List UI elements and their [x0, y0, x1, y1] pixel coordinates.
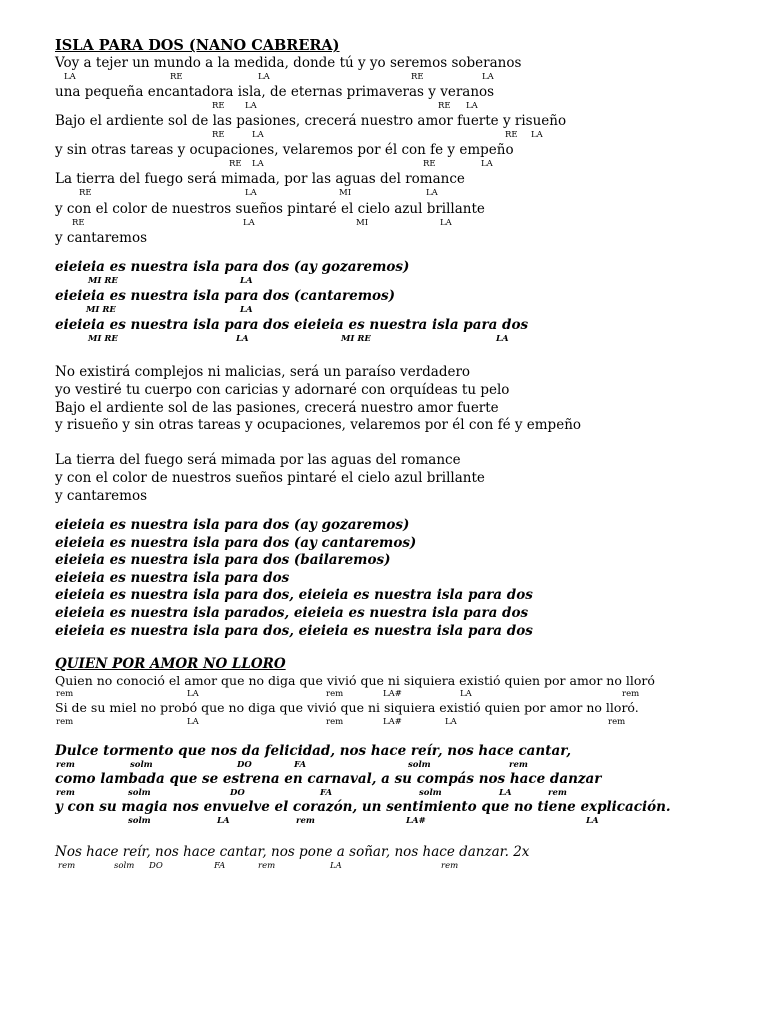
lyric-line: No existirá complejos ni malicias, será un paraíso verdadero: [55, 364, 471, 380]
chord: RE: [505, 130, 518, 140]
chord: LA: [64, 72, 76, 82]
chord: MI: [339, 188, 352, 198]
chorus-line: eieieia es nuestra isla para dos eieieia es nuestra isla para dos: [55, 317, 529, 333]
chord: solm: [128, 816, 151, 826]
outro-line: Nos hace reír, nos hace cantar, nos pone a soñar, nos hace danzar. 2x: [55, 844, 530, 860]
chord: LA: [496, 334, 509, 344]
chord: solm: [130, 760, 153, 770]
chord: rem: [509, 760, 528, 770]
chord: rem: [56, 760, 75, 770]
chord: RE: [438, 101, 451, 111]
lyric-line: y cantaremos: [55, 230, 147, 246]
lyric-line: y cantaremos: [55, 488, 147, 504]
chord: FA: [320, 788, 333, 798]
chord: rem: [326, 717, 344, 727]
lyric-line: y con el color de nuestros sueños pintaré el cielo azul brillante: [55, 201, 485, 217]
chord: LA: [187, 689, 199, 699]
lyric-line: y con el color de nuestros sueños pintaré el cielo azul brillante: [55, 470, 485, 486]
chorus-line: Dulce tormento que nos da felicidad, nos hace reír, nos hace cantar,: [55, 743, 572, 759]
chord: LA: [482, 72, 494, 82]
chord: rem: [608, 717, 626, 727]
chord: LA: [240, 276, 253, 286]
chord: LA: [460, 689, 472, 699]
chord: solm: [114, 861, 135, 871]
lyric-line: Bajo el ardiente sol de las pasiones, crecerá nuestro amor fuerte: [55, 400, 499, 416]
lyric-line: Voy a tejer un mundo a la medida, donde tú y yo seremos soberanos: [55, 55, 522, 71]
chord: rem: [56, 717, 74, 727]
chord: RE: [212, 130, 225, 140]
chord: RE: [411, 72, 424, 82]
chord: MI RE: [88, 276, 118, 286]
chord: rem: [441, 861, 459, 871]
chord: RE: [72, 218, 85, 228]
chord: RE: [79, 188, 92, 198]
chord: LA: [252, 159, 264, 169]
chord: LA: [531, 130, 543, 140]
chord: LA#: [383, 689, 402, 699]
chord: LA: [245, 188, 257, 198]
lyric-line: Bajo el ardiente sol de las pasiones, crecerá nuestro amor fuerte y risueño: [55, 113, 567, 129]
chord: rem: [296, 816, 315, 826]
chorus-line: eieieia es nuestra isla para dos, eieieia es nuestra isla para dos: [55, 587, 533, 603]
lyric-line: y risueño y sin otras tareas y ocupaciones, velaremos por él con fé y empeño: [55, 417, 582, 433]
song-title: ISLA PARA DOS (NANO CABRERA): [55, 37, 340, 54]
chord: LA: [499, 788, 512, 798]
chord: LA: [236, 334, 249, 344]
chorus-line: eieieia es nuestra isla para dos (ay gozaremos): [55, 517, 410, 533]
chord: LA: [481, 159, 493, 169]
chord: MI RE: [88, 334, 118, 344]
chord: rem: [56, 788, 75, 798]
chord: RE: [229, 159, 242, 169]
chord: LA: [445, 717, 457, 727]
chord: rem: [56, 689, 74, 699]
lyric-line: Si de su miel no probó que no diga que vivió que ni siquiera existió quien por amor no lloró.: [55, 700, 639, 715]
chord: FA: [294, 760, 307, 770]
lyric-line: La tierra del fuego será mimada por las aguas del romance: [55, 452, 461, 468]
chord: MI RE: [86, 305, 116, 315]
chorus-line: y con su magia nos envuelve el corazón, un sentimiento que no tiene explicación.: [55, 799, 671, 815]
chord: RE: [423, 159, 436, 169]
chorus-line: como lambada que se estrena en carnaval, a su compás nos hace danzar: [55, 771, 602, 787]
chord: MI RE: [341, 334, 371, 344]
chord: MI: [356, 218, 369, 228]
chord: rem: [622, 689, 640, 699]
chord: rem: [58, 861, 76, 871]
chord: LA: [586, 816, 599, 826]
chorus-line: eieieia es nuestra isla para dos (ay cantaremos): [55, 535, 417, 551]
chord: LA#: [406, 816, 426, 826]
chord: LA: [426, 188, 438, 198]
chord: DO: [149, 861, 163, 871]
chord: LA: [217, 816, 230, 826]
chord: LA: [245, 101, 257, 111]
chord: solm: [419, 788, 442, 798]
chord: LA: [330, 861, 342, 871]
lyric-line: una pequeña encantadora isla, de eternas primaveras y veranos: [55, 84, 495, 100]
chord: RE: [212, 101, 225, 111]
chord: solm: [408, 760, 431, 770]
chorus-line: eieieia es nuestra isla para dos: [55, 570, 290, 586]
chord: solm: [128, 788, 151, 798]
song-title: QUIEN POR AMOR NO LLORO: [55, 656, 286, 672]
chord: RE: [170, 72, 183, 82]
chord: DO: [230, 788, 245, 798]
chorus-line: eieieia es nuestra isla para dos (cantaremos): [55, 288, 396, 304]
lyric-line: y sin otras tareas y ocupaciones, velaremos por él con fe y empeño: [55, 142, 514, 158]
chord: LA#: [383, 717, 402, 727]
chord: LA: [243, 218, 255, 228]
chord: LA: [466, 101, 478, 111]
chorus-line: eieieia es nuestra isla para dos (bailaremos): [55, 552, 391, 568]
chord: LA: [440, 218, 452, 228]
chord: rem: [258, 861, 276, 871]
chorus-line: eieieia es nuestra isla para dos (ay gozaremos): [55, 259, 410, 275]
chord: FA: [214, 861, 226, 871]
lyric-line: yo vestiré tu cuerpo con caricias y adornaré con orquídeas tu pelo: [55, 382, 510, 398]
chord: LA: [187, 717, 199, 727]
chord: DO: [237, 760, 252, 770]
chord: LA: [240, 305, 253, 315]
chord: LA: [258, 72, 270, 82]
lyric-line: La tierra del fuego será mimada, por las aguas del romance: [55, 171, 465, 187]
chord: rem: [548, 788, 567, 798]
chorus-line: eieieia es nuestra isla parados, eieieia es nuestra isla para dos: [55, 605, 529, 621]
chord: LA: [252, 130, 264, 140]
chord: rem: [326, 689, 344, 699]
lyric-line: Quien no conoció el amor que no diga que vivió que ni siquiera existió quien por amor no lloró: [55, 673, 655, 688]
chorus-line: eieieia es nuestra isla para dos, eieieia es nuestra isla para dos: [55, 623, 533, 639]
